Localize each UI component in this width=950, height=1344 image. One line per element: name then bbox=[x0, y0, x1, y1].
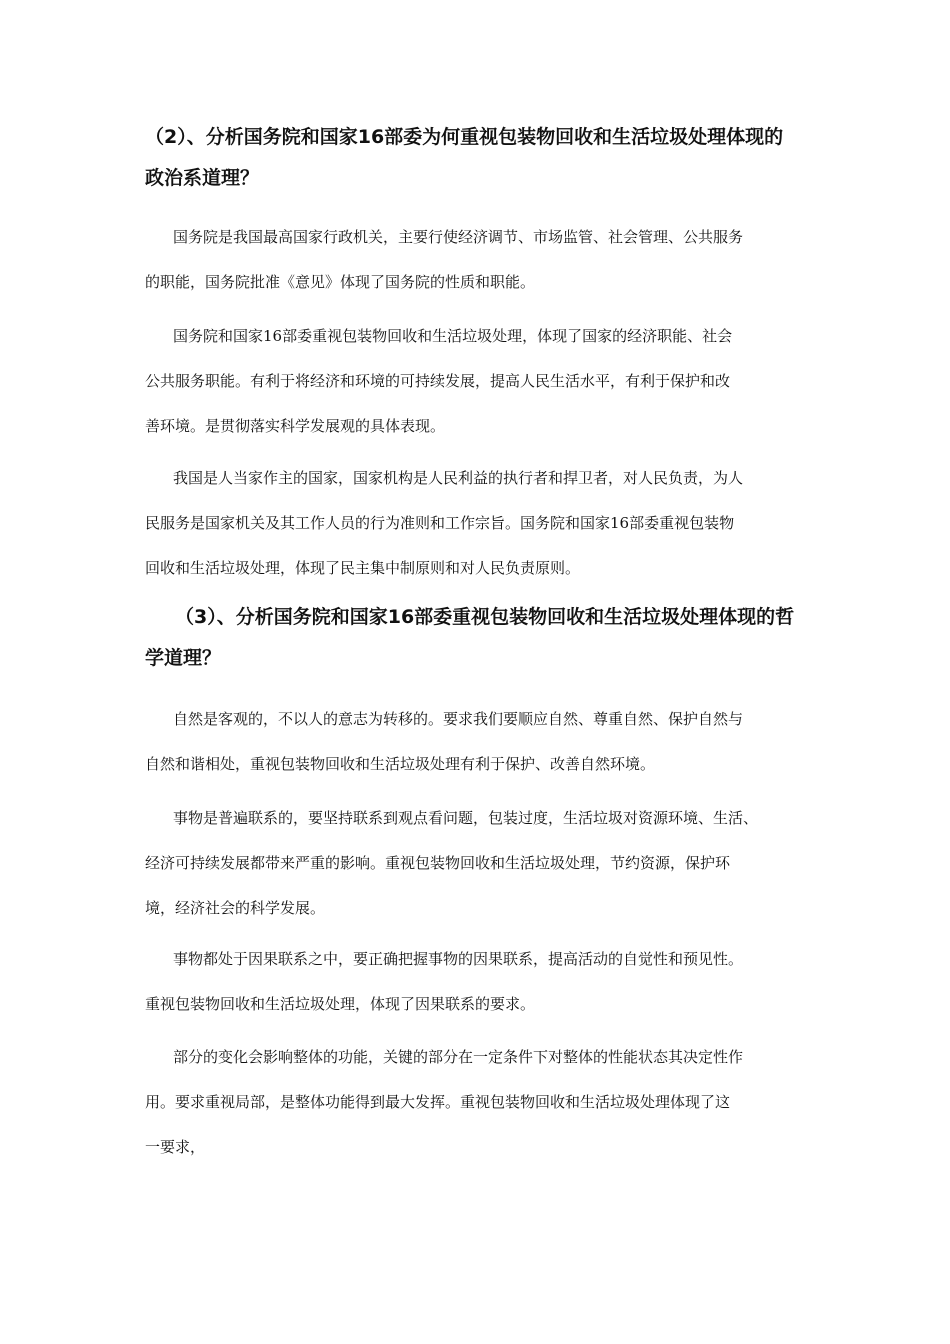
heading-line: （3）、分析国务院和国家16部委重视包装物回收和生活垃圾处理体现的哲 bbox=[175, 606, 795, 628]
heading-line: （2）、分析国务院和国家16部委为何重视包装物回收和生活垃圾处理体现的 bbox=[145, 126, 784, 148]
paragraph-line: 重视包装物回收和生活垃圾处理，体现了因果联系的要求。 bbox=[145, 995, 536, 1013]
paragraph-line: 境，经济社会的科学发展。 bbox=[145, 899, 326, 917]
paragraph-line: 我国是人当家作主的国家，国家机构是人民利益的执行者和捍卫者，对人民负责，为人 bbox=[173, 469, 744, 487]
paragraph-line: 公共服务职能。有利于将经济和环境的可持续发展，提高人民生活水平，有利于保护和改 bbox=[145, 372, 731, 390]
paragraph bbox=[145, 937, 825, 1027]
paragraph-line: 善环境。是贯彻落实科学发展观的具体表现。 bbox=[145, 417, 446, 435]
section-heading-3 bbox=[145, 597, 815, 679]
paragraph-line: 自然是客观的，不以人的意志为转移的。要求我们要顺应自然、尊重自然、保护自然与 bbox=[173, 710, 744, 728]
heading-line: 政治系道理？ bbox=[145, 167, 260, 189]
paragraph bbox=[145, 697, 825, 787]
paragraph-line: 民服务是国家机关及其工作人员的行为准则和工作宗旨。国务院和国家16部委重视包装物 bbox=[145, 514, 735, 532]
paragraph bbox=[145, 796, 825, 931]
paragraph-line: 用。要求重视局部，是整体功能得到最大发挥。重视包装物回收和生活垃圾处理体现了这 bbox=[145, 1093, 731, 1111]
heading-line: 学道理？ bbox=[145, 647, 222, 669]
paragraph-line: 事物是普遍联系的，要坚持联系到观点看问题，包装过度，生活垃圾对资源环境、生活、 bbox=[173, 809, 759, 827]
paragraph bbox=[145, 1035, 825, 1170]
paragraph bbox=[145, 314, 825, 449]
paragraph-line: 国务院是我国最高国家行政机关，主要行使经济调节、市场监管、社会管理、公共服务 bbox=[173, 228, 744, 246]
paragraph-line: 事物都处于因果联系之中，要正确把握事物的因果联系，提高活动的自觉性和预见性。 bbox=[173, 950, 744, 968]
section-heading-2 bbox=[145, 117, 815, 199]
paragraph bbox=[145, 456, 825, 591]
paragraph-line: 部分的变化会影响整体的功能，关键的部分在一定条件下对整体的性能状态其决定性作 bbox=[173, 1048, 744, 1066]
paragraph bbox=[145, 215, 825, 305]
paragraph-line: 一要求， bbox=[145, 1138, 206, 1156]
paragraph-line: 自然和谐相处，重视包装物回收和生活垃圾处理有利于保护、改善自然环境。 bbox=[145, 755, 656, 773]
paragraph-line: 回收和生活垃圾处理，体现了民主集中制原则和对人民负责原则。 bbox=[145, 559, 581, 577]
paragraph-line: 国务院和国家16部委重视包装物回收和生活垃圾处理，体现了国家的经济职能、社会 bbox=[173, 327, 733, 345]
paragraph-line: 的职能，国务院批准《意见》体现了国务院的性质和职能。 bbox=[145, 273, 536, 291]
paragraph-line: 经济可持续发展都带来严重的影响。重视包装物回收和生活垃圾处理，节约资源，保护环 bbox=[145, 854, 731, 872]
